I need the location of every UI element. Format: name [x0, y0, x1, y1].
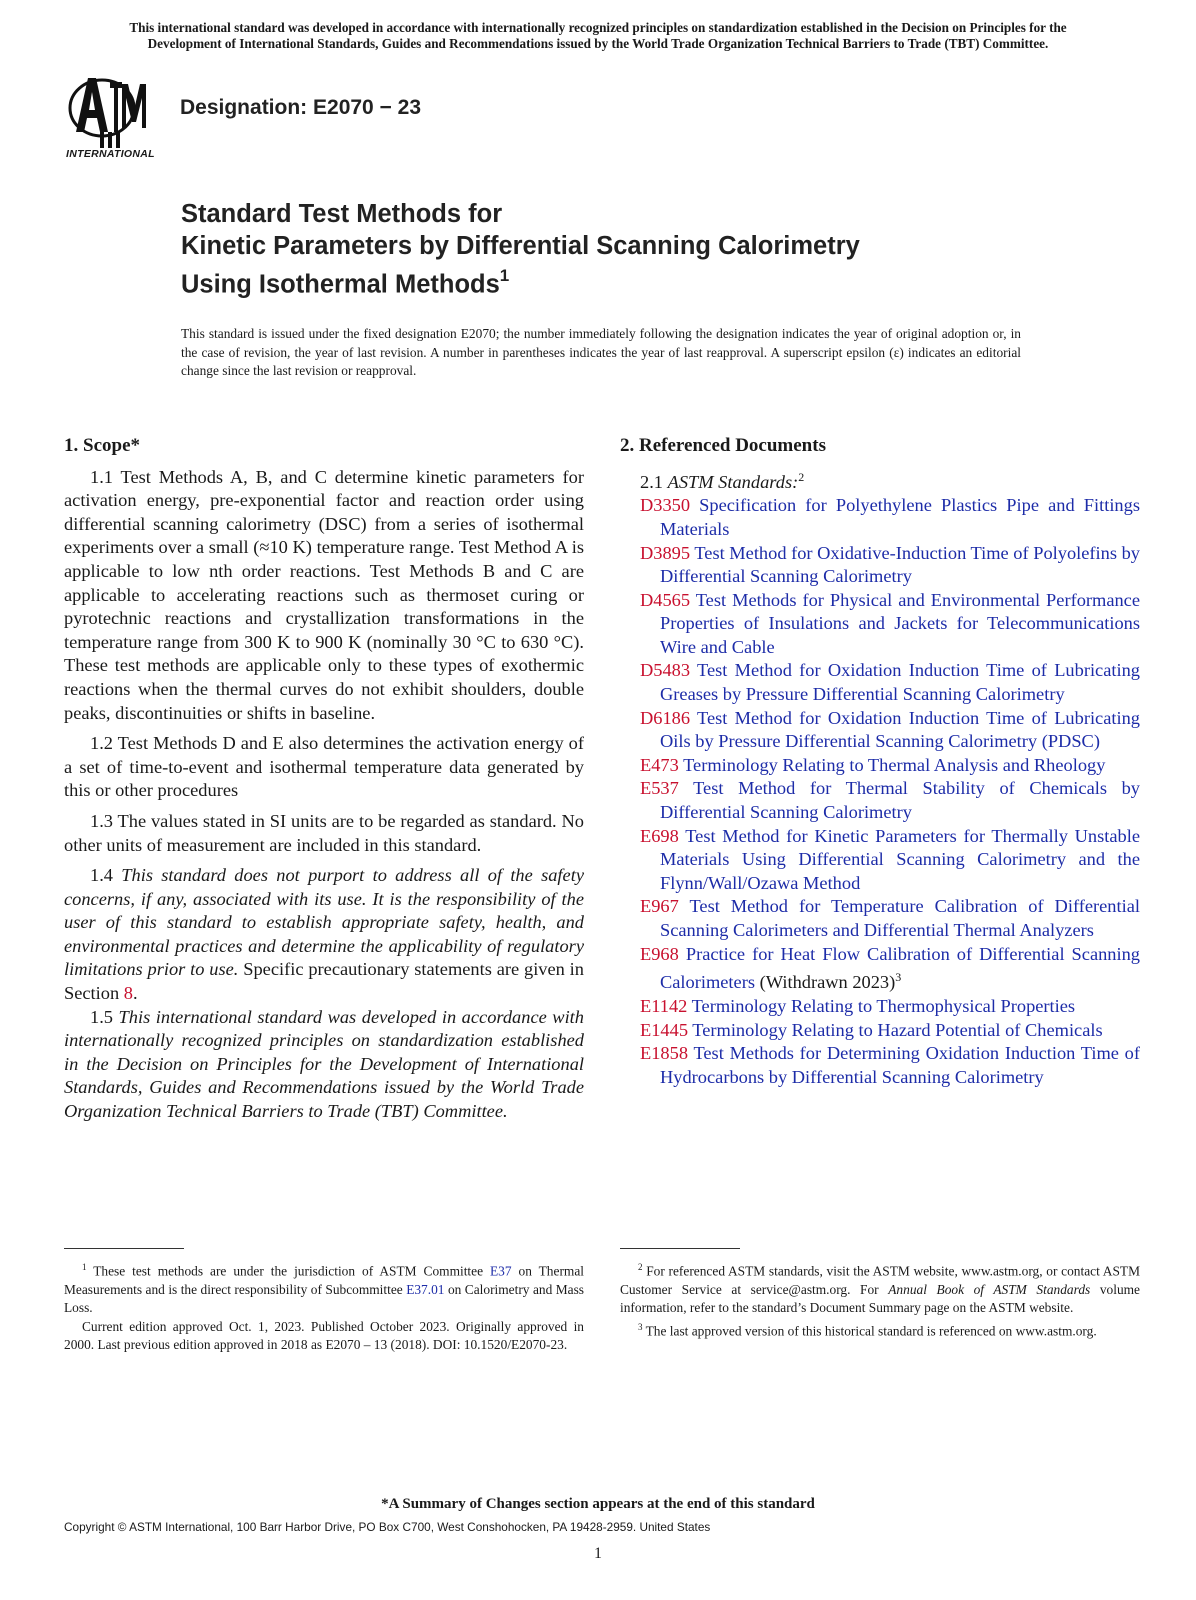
reference-item	[620, 494, 1140, 541]
reference-list	[620, 494, 1140, 1089]
reference-code-link[interactable]: E698	[640, 825, 679, 846]
reference-title-link[interactable]: Practice for Heat Flow Calibration of Differential Scanning Calorimeters	[660, 943, 1140, 993]
reference-code-link[interactable]: D5483	[640, 660, 691, 681]
footnote-mark: 3	[895, 970, 902, 985]
reference-item	[620, 542, 1140, 589]
reference-code-link[interactable]: E1858	[640, 1043, 689, 1064]
reference-title-link[interactable]: Specification for Polyethylene Plastics Pipe and Fittings Materials	[660, 495, 1140, 539]
reference-code-link[interactable]: E968	[640, 943, 679, 964]
footnote-text: For referenced ASTM standards, visit the ASTM website, www.astm.org, or contact ASTM Customer Service at service@astm.org. For	[620, 1263, 1140, 1297]
copyright: Copyright © ASTM International, 100 Barr Harbor Drive, PO Box C700, West Conshohocken, PA 19428-2959. United States	[64, 1520, 711, 1534]
reference-item	[620, 995, 1140, 1019]
reference-withdrawn-note: (Withdrawn 2023)	[759, 972, 896, 993]
footnote-mark: 3	[638, 1321, 643, 1332]
reference-title-link[interactable]: Terminology Relating to Thermophysical Properties	[691, 995, 1076, 1016]
reference-item	[620, 1042, 1140, 1089]
scope-para-1-4: 1.4 This standard does not purport to address all of the safety concerns, if any, associated with its use. It is the responsibility of the user of this standard to establish appropriate safety, health, and environmental practices and determine the applicability of regulatory limitations prior to use. Specific precautionary statements are given in Section 8.	[64, 865, 584, 1004]
title-line-3	[181, 262, 860, 301]
scope-heading: 1. Scope*	[64, 435, 140, 456]
refs-intro	[640, 466, 1140, 495]
logo-subtext: INTERNATIONAL	[66, 148, 155, 160]
footnote-3	[620, 1318, 1140, 1341]
reference-title-link[interactable]: Test Method for Thermal Stability of Chemicals by Differential Scanning Calorimetry	[660, 778, 1140, 823]
footnote-rule-right	[620, 1248, 740, 1249]
footnotes-left	[64, 1258, 584, 1355]
reference-code-link[interactable]: D4565	[640, 589, 691, 610]
precaution-text: Specific precautionary statements are given in Section	[64, 959, 584, 1004]
reference-title-link[interactable]: Test Method for Oxidative-Induction Time of Polyolefins by Differential Scanning Calorimetry	[660, 542, 1140, 587]
footnote-1	[64, 1258, 584, 1318]
astm-logo	[62, 70, 172, 165]
footnote-text: volume information, refer to the standard’s Document Summary page on the ASTM website.	[620, 1281, 1140, 1316]
para-number: 2.1	[640, 471, 663, 492]
wto-statement: This international standard was developed in accordance with internationally recognized principles on standardization established in the Decision on Principles for the Development of International Standards, Guides and Recommendations issued by the World Trade Organization Technical Barriers to Trade (TBT) Committee.	[64, 1006, 584, 1122]
reference-item	[620, 707, 1140, 754]
committee-link[interactable]: E37	[490, 1263, 512, 1279]
reference-item	[620, 943, 1140, 995]
scope-para-1-2: 1.2 Test Methods D and E also determines the activation energy of a set of time-to-event and isothermal temperature data generated by this or other procedures	[64, 733, 584, 801]
reference-item	[620, 754, 1140, 778]
footnote-text: on Calorimetry and Mass Loss.	[64, 1281, 584, 1316]
footnotes-right	[620, 1258, 1140, 1341]
reference-item	[620, 1019, 1140, 1043]
document-title	[181, 198, 860, 301]
designation: Designation: E2070 − 23	[180, 96, 422, 119]
reference-code-link[interactable]: E473	[640, 754, 679, 775]
reference-title-link[interactable]: Test Method for Kinetic Parameters for Thermally Unstable Materials Using Differential Scanning Calorimetry and the Flynn/Wall/Ozawa Method	[660, 825, 1140, 893]
scope-para-1-5	[64, 1006, 584, 1124]
reference-title-link[interactable]: Test Methods for Physical and Environmental Performance Properties of Insulations and Jackets for Telecommunications Wire and Cable	[660, 589, 1141, 657]
reference-code-link[interactable]: E537	[640, 778, 679, 799]
scope-para-1-1: 1.1 Test Methods A, B, and C determine kinetic parameters for activation energy, pre-exponential factor and reaction order using differential scanning calorimetry (DSC) from a series of isothermal experiments over a small (≈10 K) temperature range. Test Method A is applicable to low nth order reactions. Test Methods B and C are applicable to accelerating reactions such as thermoset curing or pyrotechnic reactions and crystallization transformations in the temperature range from 300 K to 900 K (nominally 30 °C to 630 °C). These test methods are applicable only to these types of exothermic reactions when the thermal curves do not exhibit shoulders, double peaks, discontinuities or shifts in baseline.	[64, 466, 584, 723]
refs-intro-label: ASTM Standards:	[667, 471, 799, 492]
footnote-mark: 1	[82, 1262, 87, 1272]
reference-code-link[interactable]: D6186	[640, 707, 691, 728]
footnote-rule-left	[64, 1248, 184, 1249]
reference-title-link[interactable]: Terminology Relating to Thermal Analysis and Rheology	[683, 754, 1106, 775]
reference-item	[620, 777, 1140, 824]
subcommittee-link[interactable]: E37.01	[406, 1281, 445, 1297]
refs-heading: 2. Referenced Documents	[620, 435, 826, 456]
footnote-italic: Annual Book of ASTM Standards	[888, 1281, 1091, 1297]
footnote-mark: 2	[798, 469, 805, 484]
reference-item	[620, 895, 1140, 942]
footnote-text: These test methods are under the jurisdiction of ASTM Committee	[93, 1263, 484, 1279]
top-notice-line-1: This international standard was developed in accordance with internationally recognized principles on standardization established in the Decision on Principles for the	[129, 20, 1067, 35]
footnote-2	[620, 1258, 1140, 1318]
scope-section	[64, 434, 584, 1124]
page-number: 1	[594, 1545, 602, 1562]
reference-title-link[interactable]: Test Methods for Determining Oxidation Induction Time of Hydrocarbons by Differential Scanning Calorimetry	[660, 1043, 1140, 1087]
top-notice	[60, 20, 1136, 52]
safety-statement: This standard does not purport to address all of the safety concerns, if any, associated with its use. It is the responsibility of the user of this standard to establish appropriate safety, health, and environmental practices and determine the applicability of regulatory limitations prior to use.	[64, 865, 584, 980]
footnote-mark: 2	[638, 1262, 643, 1272]
edition-note: Current edition approved Oct. 1, 2023. Published October 2023. Originally approved in 2000. Last previous edition approved in 2018 as E2070 – 13 (2018). DOI: 10.1520/E2070-23.	[64, 1318, 584, 1353]
reference-code-link[interactable]: E1142	[640, 995, 688, 1016]
reference-title-link[interactable]: Test Method for Temperature Calibration of Differential Scanning Calorimeters and Differential Thermal Analyzers	[660, 896, 1140, 940]
title-line-3-text: Using Isothermal Methods	[181, 270, 500, 299]
reference-code-link[interactable]: E967	[640, 896, 679, 917]
reference-title-link[interactable]: Terminology Relating to Hazard Potential of Chemicals	[692, 1019, 1103, 1040]
footnote-text: The last approved version of this historical standard is referenced on www.astm.org.	[645, 1323, 1097, 1339]
summary-of-changes-note: *A Summary of Changes section appears at the end of this standard	[381, 1496, 815, 1512]
reference-code-link[interactable]: D3895	[640, 542, 691, 563]
reference-title-link[interactable]: Test Method for Oxidation Induction Time of Lubricating Oils by Pressure Differential Scanning Calorimetry (PDSC)	[660, 707, 1140, 752]
title-footnote-mark: 1	[499, 266, 510, 285]
section-link[interactable]: 8	[123, 983, 133, 1004]
reference-code-link[interactable]: D3350	[640, 495, 691, 516]
para-number: 1.4	[90, 865, 113, 886]
issued-note: This standard is issued under the fixed designation E2070; the number immediately following the designation indicates the year of original adoption or, in the case of revision, the year of last revision. A number in parentheses indicates the year of last reapproval. A superscript epsilon (ε) indicates an editorial change since the last revision or reapproval.	[181, 326, 1021, 378]
reference-item	[620, 589, 1140, 660]
referenced-documents-section	[620, 434, 1140, 1089]
para-number: 1.5	[90, 1006, 113, 1027]
title-line-2: Kinetic Parameters by Differential Scanning Calorimetry	[181, 232, 860, 260]
reference-code-link[interactable]: E1445	[640, 1019, 689, 1040]
scope-para-1-3: 1.3 The values stated in SI units are to be regarded as standard. No other units of measurement are included in this standard.	[64, 810, 584, 855]
title-line-1: Standard Test Methods for	[181, 200, 503, 228]
reference-item	[620, 659, 1140, 706]
reference-item	[620, 825, 1140, 896]
top-notice-line-2: Development of International Standards, Guides and Recommendations issued by the World Trade Organization Technical Barriers to Trade (TBT) Committee.	[147, 36, 1049, 51]
reference-title-link[interactable]: Test Method for Oxidation Induction Time of Lubricating Greases by Pressure Differential Scanning Calorimetry	[660, 660, 1140, 705]
footnote-text: on Thermal Measurements and is the direct responsibility of Subcommittee	[64, 1263, 584, 1297]
